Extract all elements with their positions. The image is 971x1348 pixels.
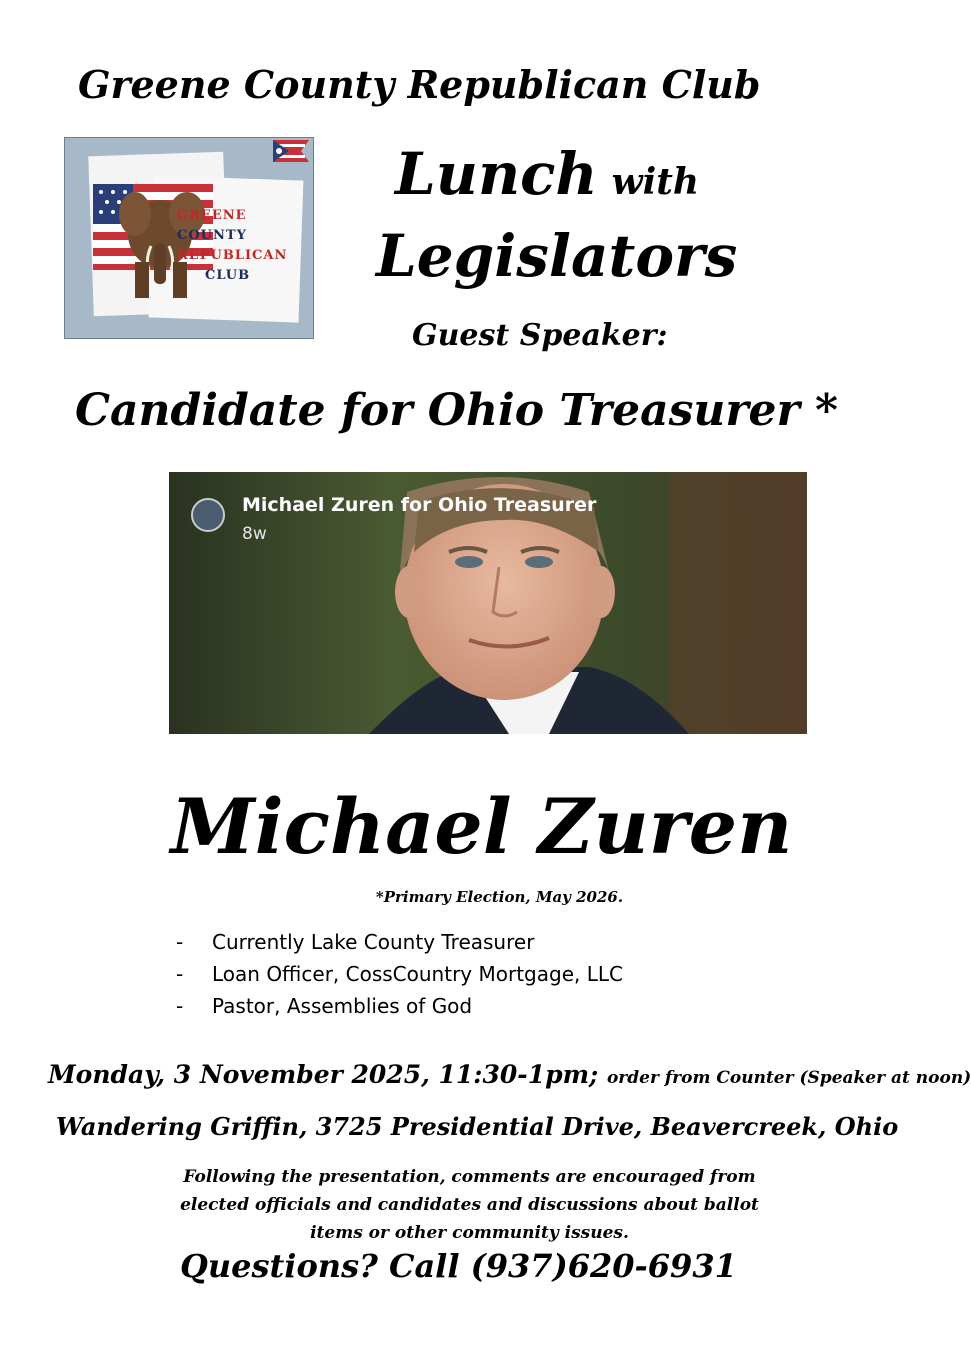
speaker-photo-post <box>169 472 807 734</box>
legislators-heading: Legislators <box>376 222 738 290</box>
following-line-3: items or other community issues. <box>310 1223 629 1243</box>
questions-contact: Questions? Call (937)620-6931 <box>180 1247 737 1285</box>
credential-text: Currently Lake County Treasurer <box>212 930 535 954</box>
post-time: 8w <box>242 524 267 544</box>
logo-line-1: GREENE <box>177 208 247 223</box>
candidate-heading: Candidate for Ohio Treasurer * <box>75 385 839 436</box>
post-avatar[interactable] <box>191 498 225 532</box>
speaker-name: Michael Zuren <box>170 782 793 871</box>
event-date: Monday, 3 November 2025, 11:30-1pm; <box>48 1060 599 1089</box>
lunch-word: Lunch <box>395 140 598 208</box>
ohio-flag-icon <box>273 140 309 162</box>
logo-line-3: REPUBLICAN <box>177 248 288 263</box>
speaker-credentials <box>176 930 623 1026</box>
following-line-1: Following the presentation, comments are encouraged from <box>183 1167 756 1187</box>
credential-text: Pastor, Assemblies of God <box>212 994 473 1018</box>
event-date-note: order from Counter (Speaker at noon) <box>606 1068 971 1088</box>
with-word: with <box>611 161 700 203</box>
credential-text: Loan Officer, CossCountry Mortgage, LLC <box>212 962 623 986</box>
guest-speaker-label: Guest Speaker: <box>412 318 668 353</box>
list-item: - Currently Lake County Treasurer <box>176 930 535 954</box>
logo-line-2: COUNTY <box>177 228 247 243</box>
post-title[interactable]: Michael Zuren for Ohio Treasurer <box>242 494 597 516</box>
following-paragraph <box>0 1163 923 1247</box>
club-title: Greene County Republican Club <box>78 62 761 107</box>
event-venue: Wandering Griffin, 3725 Presidential Drive, Beavercreek, Ohio <box>56 1112 899 1141</box>
logo-line-4: CLUB <box>205 268 251 283</box>
following-line-2: elected officials and candidates and discussions about ballot <box>180 1195 759 1215</box>
event-datetime <box>48 1060 971 1089</box>
primary-election-note: *Primary Election, May 2026. <box>375 888 624 906</box>
list-item: - Loan Officer, CossCountry Mortgage, LLC <box>176 962 623 986</box>
list-item: - Pastor, Assemblies of God <box>176 994 473 1018</box>
club-logo <box>64 137 314 339</box>
lunch-heading <box>395 140 699 208</box>
